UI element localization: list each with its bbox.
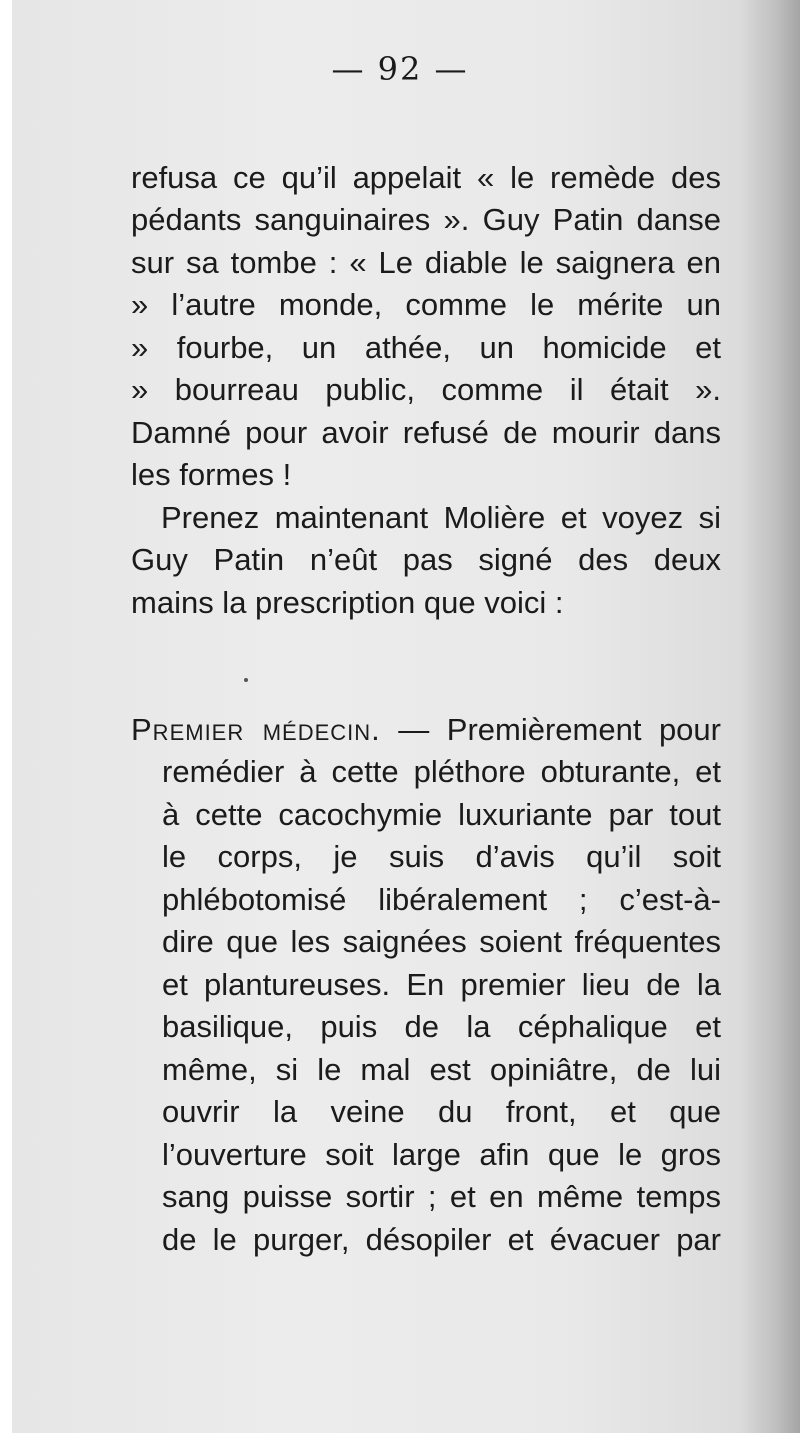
page-number: — 92 — xyxy=(331,50,469,88)
text-line: de le purger, désopiler et évacuer par xyxy=(162,1222,721,1257)
text-line: refusa ce qu’il appelait « le remède des xyxy=(131,160,721,195)
text-line: remédier à cette pléthore obturante, et xyxy=(162,754,721,789)
text-line: ouvrir la veine du front, et que xyxy=(162,1094,721,1129)
text-line: » bourreau public, comme il était ». xyxy=(131,372,721,407)
text-line: à cette cacochymie luxuriante par tout xyxy=(162,797,721,832)
text-line: le corps, je suis d’avis qu’il soit xyxy=(162,839,721,874)
text-line: » l’autre monde, comme le mérite un xyxy=(131,287,721,322)
text-line: phlébotomisé libéralement ; c’est-à- xyxy=(162,882,721,917)
ink-speck xyxy=(244,678,248,682)
text-line: mains la prescription que voici : xyxy=(131,585,564,620)
text-line: l’ouverture soit large afin que le gros xyxy=(162,1137,721,1172)
text-line: Damné pour avoir refusé de mourir dans xyxy=(131,415,721,450)
text-line: même, si le mal est opiniâtre, de lui xyxy=(162,1052,721,1087)
text-line: sang puisse sortir ; et en même temps xyxy=(162,1179,721,1214)
text-line: les formes ! xyxy=(131,457,292,492)
quote-first-line xyxy=(131,710,721,750)
speaker-label: Premier médecin. xyxy=(131,712,381,747)
text-line: sur sa tombe : « Le diable le saignera en xyxy=(131,245,721,280)
text-line: et plantureuses. En premier lieu de la xyxy=(162,967,721,1002)
text-line: pédants sanguinaires ». Guy Patin danse xyxy=(131,202,721,237)
text-line: dire que les saignées soient fréquentes xyxy=(162,924,721,959)
text-line: Prenez maintenant Molière et voyez si xyxy=(161,500,721,535)
text-line: basilique, puis de la céphalique et xyxy=(162,1009,721,1044)
quote-first-line-text: — Premièrement pour xyxy=(380,712,721,747)
page-gutter-shadow xyxy=(740,0,800,1433)
text-line: Guy Patin n’eût pas signé des deux xyxy=(131,542,721,577)
text-line: » fourbe, un athée, un homicide et xyxy=(131,330,721,365)
